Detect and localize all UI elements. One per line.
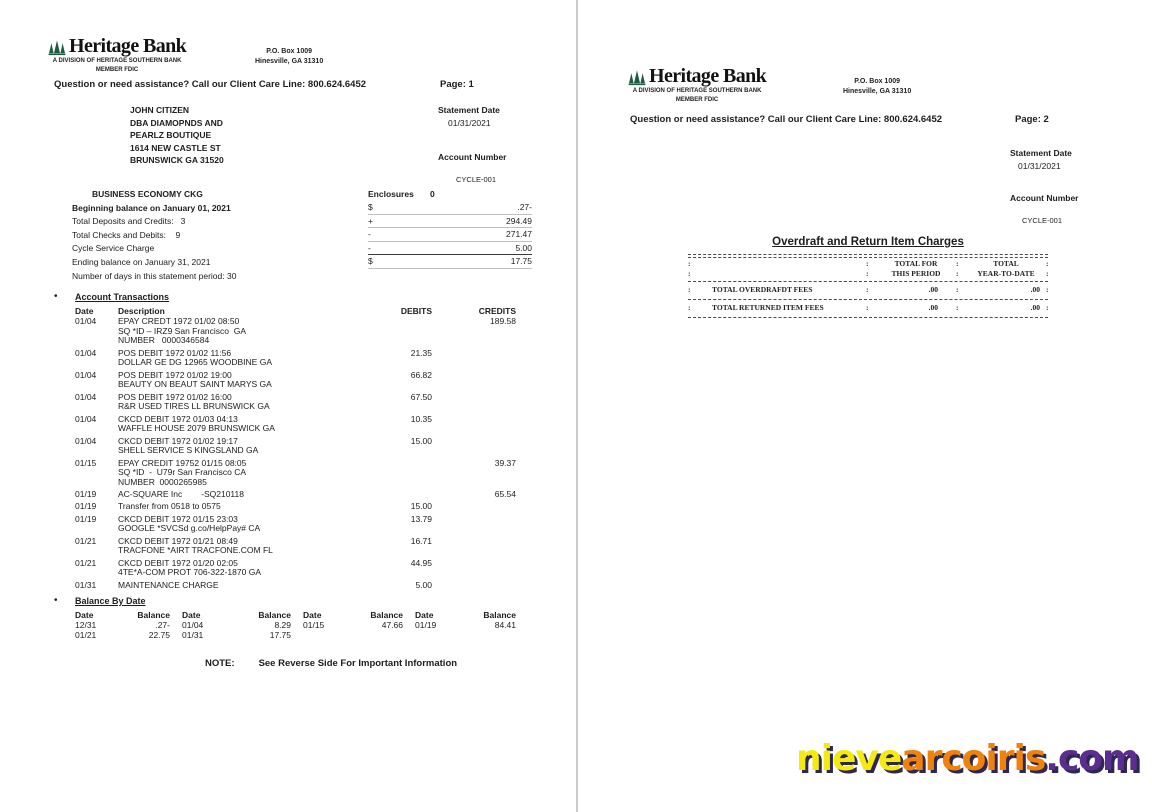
transaction-row bbox=[75, 515, 536, 534]
balance-cell: 01/31 bbox=[182, 630, 204, 640]
transaction-description bbox=[118, 515, 358, 534]
transaction-credit: 65.54 bbox=[494, 489, 516, 500]
table-colon-separator: : bbox=[866, 269, 869, 278]
summary-rows bbox=[72, 201, 532, 269]
transaction-debit: 16.71 bbox=[410, 535, 432, 546]
summary-label: Ending balance on January 31, 2021 bbox=[72, 256, 211, 267]
transaction-description-line: 4TE*A-COM PROT 706-322-1870 GA bbox=[118, 567, 261, 578]
table-colon-separator: : bbox=[1046, 259, 1049, 268]
customer-address bbox=[130, 104, 224, 167]
transaction-debit bbox=[358, 317, 432, 346]
transaction-row bbox=[75, 502, 536, 512]
bank-division: A DIVISION OF HERITAGE SOUTHERN BANK bbox=[632, 88, 762, 94]
bank-logo bbox=[628, 66, 766, 104]
customer-address-line: DBA DIAMOPNDS AND bbox=[130, 117, 223, 128]
overdraft-header-line-1 bbox=[688, 259, 1048, 269]
transaction-credit bbox=[432, 502, 516, 512]
transaction-credit bbox=[432, 393, 516, 412]
balance-cell: 01/15 bbox=[303, 620, 325, 630]
summary-label: Total Deposits and Credits: 3 bbox=[72, 216, 186, 227]
summary-amount: 5.00 bbox=[515, 242, 532, 253]
overdraft-period-value: .00 bbox=[928, 303, 938, 312]
table-colon-separator: : bbox=[866, 285, 869, 294]
summary-row bbox=[72, 242, 532, 256]
transaction-description-line: SQ *ID - U79r San Francisco CA bbox=[118, 467, 247, 478]
transaction-row bbox=[75, 349, 536, 368]
days-in-period: Number of days in this statement period: 30 bbox=[72, 271, 237, 282]
table-colon-separator: : bbox=[866, 259, 869, 268]
dashed-divider bbox=[688, 299, 1048, 300]
balance-header-cell: Date bbox=[182, 610, 201, 620]
summary-amount: 294.49 bbox=[506, 215, 532, 226]
transaction-debit: 44.95 bbox=[410, 557, 432, 568]
transaction-debit bbox=[358, 490, 432, 500]
watermark bbox=[796, 738, 1139, 779]
transaction-row bbox=[75, 581, 536, 591]
transaction-description-line: GOOGLE *SVCSd g.co/HelpPay# CA bbox=[118, 523, 261, 534]
balance-by-date-section bbox=[54, 596, 536, 640]
transaction-description-line: POS DEBIT 1972 01/02 11:56 bbox=[118, 347, 232, 358]
balance-cell: 01/21 bbox=[75, 630, 97, 640]
summary-row bbox=[72, 201, 532, 215]
note-label: NOTE: bbox=[205, 658, 235, 669]
transaction-row bbox=[75, 393, 536, 412]
transaction-debit bbox=[358, 459, 432, 488]
balance-cell bbox=[458, 630, 516, 640]
transaction-description-line: R&R USED TIRES LL BRUNSWICK GA bbox=[118, 401, 270, 412]
transaction-description-line: NUMBER 0000265985 bbox=[118, 476, 207, 487]
dashed-divider bbox=[688, 254, 1048, 255]
balance-cell: 84.41 bbox=[494, 620, 516, 630]
table-colon-separator: : bbox=[688, 285, 691, 294]
transactions-section bbox=[54, 292, 536, 593]
summary-amount-group bbox=[368, 215, 532, 229]
bank-logo-trees-icon bbox=[628, 70, 646, 86]
summary-label: Beginning balance on January 01, 2021 bbox=[72, 202, 231, 213]
transaction-debit: 10.35 bbox=[410, 413, 432, 424]
summary-amount-group bbox=[368, 242, 532, 256]
transaction-credit bbox=[432, 371, 516, 390]
table-colon-separator: : bbox=[956, 303, 959, 312]
empty-cell bbox=[698, 259, 866, 269]
overdraft-title: Overdraft and Return Item Charges bbox=[772, 236, 964, 248]
balance-header-cell: Date bbox=[303, 610, 322, 620]
balance-cell: .27- bbox=[155, 620, 170, 630]
bank-po-box: P.O. Box 1009 bbox=[854, 78, 901, 85]
overdraft-ytd-value: .00 bbox=[1030, 285, 1040, 294]
od-period-header: TOTAL FOR bbox=[894, 259, 938, 268]
balance-row bbox=[75, 620, 536, 630]
tx-header-debits: DEBITS bbox=[400, 306, 432, 316]
transaction-row bbox=[75, 537, 536, 556]
summary-label: Cycle Service Charge bbox=[72, 243, 155, 254]
statement-page-2 bbox=[578, 0, 1152, 812]
watermark-part3: .com bbox=[1045, 738, 1139, 779]
transaction-credit bbox=[432, 537, 516, 556]
transaction-debit: 15.00 bbox=[410, 501, 432, 512]
transaction-description-line: Transfer from 0518 to 0575 bbox=[118, 501, 221, 512]
overdraft-fee-label: TOTAL OVERDRAFDT FEES bbox=[712, 285, 813, 294]
transaction-debit: 66.82 bbox=[410, 369, 432, 380]
transactions-header-row bbox=[75, 306, 536, 316]
overdraft-ytd-value: .00 bbox=[1030, 303, 1040, 312]
transaction-description-line: CKCD DEBIT 1972 01/02 19:17 bbox=[118, 435, 238, 446]
enclosures-value: 0 bbox=[430, 189, 435, 199]
section-bullet-icon: • bbox=[54, 291, 58, 302]
transaction-date: 01/19 bbox=[75, 489, 97, 500]
bank-city: Hinesville, GA 31310 bbox=[255, 58, 324, 65]
balance-cell bbox=[403, 630, 458, 640]
bank-division: A DIVISION OF HERITAGE SOUTHERN BANK bbox=[52, 58, 182, 64]
product-name: BUSINESS ECONOMY CKG bbox=[92, 189, 203, 199]
transaction-row bbox=[75, 415, 536, 434]
question-line: Question or need assistance? Call our Client Care Line: 800.624.6452 bbox=[630, 114, 943, 125]
transaction-debit: 67.50 bbox=[410, 391, 432, 402]
balance-header-row bbox=[75, 610, 536, 620]
od-ytd-header: YEAR-TO-DATE bbox=[977, 269, 1035, 278]
balance-rows bbox=[54, 620, 536, 640]
summary-label: Total Checks and Debits: 9 bbox=[72, 229, 181, 240]
account-number-value: CYCLE-001 bbox=[1022, 216, 1063, 225]
account-number-label: Account Number bbox=[1010, 193, 1079, 203]
statement-date-label: Statement Date bbox=[438, 105, 500, 115]
customer-address-line: JOHN CITIZEN bbox=[130, 105, 190, 115]
transaction-description bbox=[118, 437, 358, 456]
bank-logo-trees-icon bbox=[48, 40, 66, 56]
summary-amount-group bbox=[368, 255, 532, 269]
summary-symbol: $ bbox=[368, 202, 373, 213]
transaction-row bbox=[75, 559, 536, 578]
overdraft-header-line-2 bbox=[688, 269, 1048, 279]
transaction-credit bbox=[432, 515, 516, 534]
transaction-description-line: POS DEBIT 1972 01/02 19:00 bbox=[118, 369, 232, 380]
overdraft-row bbox=[688, 301, 1048, 318]
summary-row bbox=[72, 228, 532, 242]
bank-member-fdic: MEMBER FDIC bbox=[95, 67, 139, 73]
tx-header-credits: CREDITS bbox=[478, 306, 516, 316]
transaction-credit: 189.58 bbox=[490, 316, 516, 326]
enclosures-label: Enclosures bbox=[368, 189, 414, 199]
table-colon-separator: : bbox=[688, 259, 691, 268]
transaction-description-line: AC-SQUARE Inc -SQ210118 bbox=[118, 489, 244, 500]
bank-city: Hinesville, GA 31310 bbox=[843, 88, 912, 95]
summary-symbol: - bbox=[368, 229, 371, 240]
overdraft-section bbox=[688, 236, 1048, 319]
question-line: Question or need assistance? Call our Client Care Line: 800.624.6452 bbox=[54, 79, 367, 90]
transaction-date: 01/31 bbox=[75, 579, 97, 590]
transaction-credit bbox=[432, 559, 516, 578]
transaction-date: 01/21 bbox=[75, 535, 97, 546]
transaction-description bbox=[118, 415, 358, 434]
transaction-description bbox=[118, 537, 358, 556]
watermark-part2: arcoiris bbox=[901, 738, 1046, 779]
summary-section bbox=[72, 187, 532, 283]
balance-cell: 01/04 bbox=[182, 620, 204, 630]
transaction-description-line: CKCD DEBIT 1972 01/03 04:13 bbox=[118, 413, 238, 424]
balance-title: Balance By Date bbox=[75, 596, 146, 606]
transaction-description-line: BEAUTY ON BEAUT SAINT MARYS GA bbox=[118, 379, 272, 390]
transaction-debit: 15.00 bbox=[410, 435, 432, 446]
transaction-date: 01/04 bbox=[75, 413, 97, 424]
table-colon-separator: : bbox=[1046, 285, 1049, 294]
transaction-credit bbox=[432, 415, 516, 434]
bank-po-box: P.O. Box 1009 bbox=[266, 48, 313, 55]
balance-cell: 8.29 bbox=[274, 620, 291, 630]
tx-header-description: Description bbox=[118, 306, 165, 316]
statement-date-label: Statement Date bbox=[1010, 148, 1072, 158]
transactions-rows bbox=[75, 317, 536, 590]
transaction-row bbox=[75, 371, 536, 390]
table-colon-separator: : bbox=[1046, 303, 1049, 312]
transaction-date: 01/19 bbox=[75, 501, 97, 512]
transaction-description bbox=[118, 502, 358, 512]
table-colon-separator: : bbox=[956, 285, 959, 294]
balance-cell: 01/19 bbox=[415, 620, 437, 630]
transaction-description-line: CKCD DEBIT 1972 01/20 02:05 bbox=[118, 557, 238, 568]
od-ytd-header: TOTAL bbox=[993, 259, 1019, 268]
summary-amount: 17.75 bbox=[510, 256, 532, 267]
summary-symbol: - bbox=[368, 242, 371, 253]
balance-header-cell: Balance bbox=[258, 610, 291, 620]
transaction-debit: 13.79 bbox=[410, 513, 432, 524]
overdraft-table bbox=[688, 254, 1048, 318]
transaction-debit: 5.00 bbox=[415, 579, 432, 590]
transaction-date: 01/04 bbox=[75, 369, 97, 380]
od-period-header: THIS PERIOD bbox=[891, 269, 941, 278]
transaction-description bbox=[118, 393, 358, 412]
balance-header-cell: Balance bbox=[370, 610, 403, 620]
summary-amount-group bbox=[368, 201, 532, 215]
dashed-divider bbox=[688, 257, 1048, 258]
overdraft-period-value: .00 bbox=[928, 285, 938, 294]
transaction-date: 01/15 bbox=[75, 457, 97, 468]
summary-symbol: + bbox=[368, 215, 373, 226]
statement-date-value: 01/31/2021 bbox=[1018, 161, 1061, 171]
empty-cell bbox=[698, 269, 866, 279]
dashed-divider bbox=[688, 281, 1048, 282]
transaction-date: 01/04 bbox=[75, 347, 97, 358]
transaction-date: 01/19 bbox=[75, 513, 97, 524]
table-colon-separator: : bbox=[956, 259, 959, 268]
summary-symbol: $ bbox=[368, 256, 373, 267]
summary-amount: .27- bbox=[517, 202, 532, 213]
balance-header-cell: Date bbox=[75, 610, 94, 620]
tx-header-date: Date bbox=[75, 306, 94, 316]
page-number: Page: 2 bbox=[1015, 114, 1049, 125]
transaction-row bbox=[75, 317, 536, 346]
transaction-row bbox=[75, 459, 536, 488]
summary-row bbox=[72, 255, 532, 269]
balance-cell: 12/31 bbox=[75, 620, 97, 630]
customer-address-line: PEARLZ BOUTIQUE bbox=[130, 130, 212, 140]
transaction-description-line: CKCD DEBIT 1972 01/15 23:03 bbox=[118, 513, 238, 524]
bank-logo bbox=[48, 36, 186, 74]
transactions-title: Account Transactions bbox=[75, 292, 170, 302]
overdraft-rows bbox=[688, 283, 1048, 318]
table-colon-separator: : bbox=[1046, 269, 1049, 278]
transaction-description-line: WAFFLE HOUSE 2079 BRUNSWICK GA bbox=[118, 423, 275, 434]
transaction-date: 01/04 bbox=[75, 435, 97, 446]
transaction-credit bbox=[432, 437, 516, 456]
account-number-label: Account Number bbox=[438, 152, 507, 162]
transaction-description-line: EPAY CREDIT 19752 01/15 08:05 bbox=[118, 457, 247, 468]
customer-address-line: 1614 NEW CASTLE ST bbox=[130, 142, 221, 153]
watermark-part1: nieve bbox=[796, 738, 902, 779]
table-colon-separator: : bbox=[688, 303, 691, 312]
transaction-row bbox=[75, 490, 536, 500]
balance-cell: 17.75 bbox=[269, 630, 291, 640]
bank-member-fdic: MEMBER FDIC bbox=[675, 97, 719, 103]
balance-cell bbox=[291, 630, 346, 640]
transaction-date: 01/04 bbox=[75, 391, 97, 402]
summary-row bbox=[72, 215, 532, 229]
bank-name: Heritage Bank bbox=[69, 35, 187, 57]
transaction-description bbox=[118, 459, 358, 488]
transaction-description-line: NUMBER 0000346584 bbox=[118, 335, 210, 346]
dashed-divider bbox=[688, 317, 1048, 318]
balance-header-cell: Balance bbox=[137, 610, 170, 620]
balance-header-cell: Date bbox=[415, 610, 434, 620]
transaction-credit: 39.37 bbox=[494, 457, 516, 468]
page-number: Page: 1 bbox=[440, 79, 474, 90]
customer-address-line: BRUNSWICK GA 31520 bbox=[130, 155, 224, 165]
transaction-description-line: SHELL SERVICE S KINGSLAND GA bbox=[118, 445, 259, 456]
balance-cell bbox=[346, 630, 403, 640]
balance-cell: 47.66 bbox=[381, 620, 403, 630]
transaction-debit: 21.35 bbox=[410, 347, 432, 358]
transaction-description bbox=[118, 371, 358, 390]
bank-name: Heritage Bank bbox=[649, 65, 767, 87]
balance-cell: 22.75 bbox=[148, 630, 170, 640]
bank-address bbox=[843, 77, 911, 97]
summary-head-row bbox=[72, 187, 532, 201]
transaction-description-line: POS DEBIT 1972 01/02 16:00 bbox=[118, 391, 232, 402]
transaction-credit bbox=[432, 581, 516, 591]
transaction-description-line: DOLLAR GE DG 12965 WOODBINE GA bbox=[118, 357, 272, 368]
transaction-description-line: MAINTENANCE CHARGE bbox=[118, 579, 219, 590]
transaction-description-line: TRACFONE *AIRT TRACFONE.COM FL bbox=[118, 545, 273, 556]
overdraft-row bbox=[688, 283, 1048, 300]
table-colon-separator: : bbox=[866, 303, 869, 312]
transaction-description bbox=[118, 581, 358, 591]
transaction-description-line: CKCD DEBIT 1972 01/21 08:49 bbox=[118, 535, 238, 546]
transaction-date: 01/21 bbox=[75, 557, 97, 568]
summary-amount-group bbox=[368, 228, 532, 242]
account-number-value: CYCLE-001 bbox=[456, 175, 497, 184]
table-colon-separator: : bbox=[688, 269, 691, 278]
transaction-date: 01/04 bbox=[75, 316, 97, 326]
transaction-row bbox=[75, 437, 536, 456]
transaction-description bbox=[118, 317, 358, 346]
transaction-description-line: EPAY CREDT 1972 01/02 08:50 bbox=[118, 316, 240, 326]
note-row bbox=[205, 658, 457, 669]
transaction-description bbox=[118, 490, 358, 500]
balance-header-cell: Balance bbox=[483, 610, 516, 620]
note-text: See Reverse Side For Important Information bbox=[258, 658, 458, 669]
statement-date-value: 01/31/2021 bbox=[448, 118, 491, 128]
section-bullet-icon: • bbox=[54, 595, 58, 606]
overdraft-fee-label: TOTAL RETURNED ITEM FEES bbox=[712, 303, 824, 312]
table-colon-separator: : bbox=[956, 269, 959, 278]
transaction-description bbox=[118, 559, 358, 578]
transaction-description-line: SQ *ID – IRZ9 San Francisco GA bbox=[118, 325, 247, 336]
transaction-credit bbox=[432, 349, 516, 368]
balance-row bbox=[75, 630, 536, 640]
summary-amount: 271.47 bbox=[506, 229, 532, 240]
bank-address bbox=[255, 47, 323, 67]
transaction-description bbox=[118, 349, 358, 368]
